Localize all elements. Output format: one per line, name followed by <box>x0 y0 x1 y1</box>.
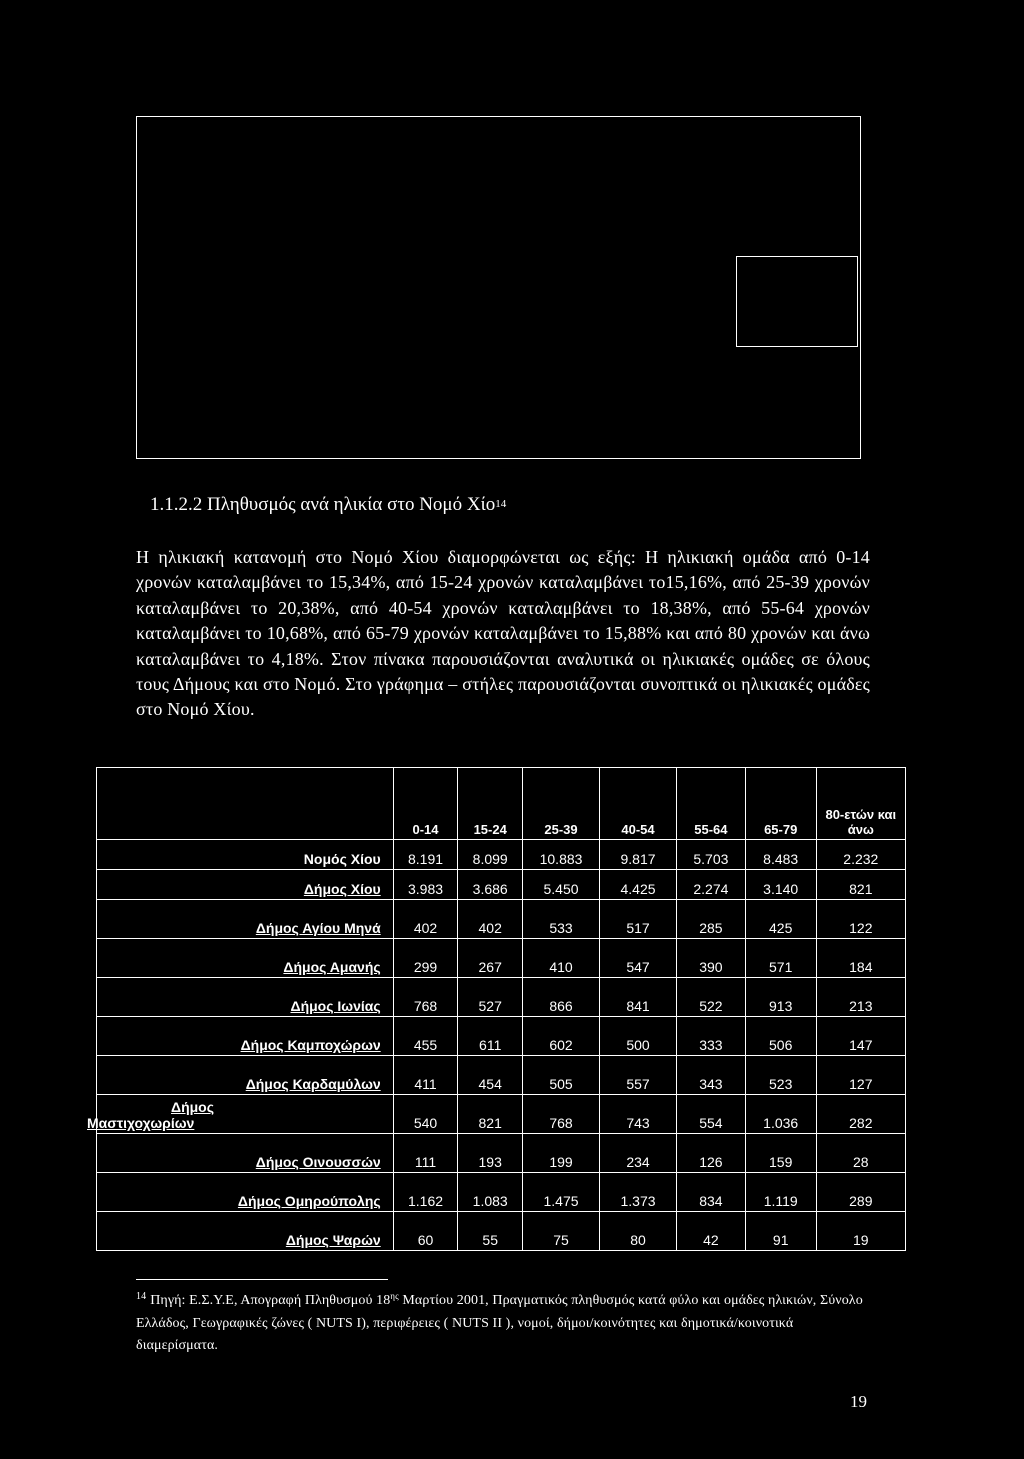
age-groups-table <box>87 767 906 1251</box>
footnote-text-b: Μαρτίου 2001, Πραγματικός πληθυσμός κατά φύλο και ομάδες ηλικιών, Σύνολο Ελλάδος, Γεωγραφικές ζώνες ( NUTS I), περιφέρειες ( NUTS II ), νομοί, δήμοι/κοινότητες και δημοτικά/κοινοτικά διαμερίσματα. <box>136 1293 863 1353</box>
table-cell: 184 <box>816 939 905 978</box>
row-name: Δήμος Καρδαμύλων <box>97 1056 394 1095</box>
table-cell: 126 <box>677 1134 746 1173</box>
table-cell: 8.099 <box>458 840 523 870</box>
table-cell: 10.883 <box>523 840 600 870</box>
table-cell: 111 <box>393 1134 458 1173</box>
table-cell: 333 <box>677 1017 746 1056</box>
table-cell: 5.703 <box>677 840 746 870</box>
table-cell: 866 <box>523 978 600 1017</box>
table-cell: 1.373 <box>600 1173 677 1212</box>
table-cell: 3.983 <box>393 870 458 900</box>
table-cell: 455 <box>393 1017 458 1056</box>
table-row <box>97 1173 906 1212</box>
table-cell: 557 <box>600 1056 677 1095</box>
table-cell: 343 <box>677 1056 746 1095</box>
table-cell: 3.686 <box>458 870 523 900</box>
table-cell: 199 <box>523 1134 600 1173</box>
table-cell: 547 <box>600 939 677 978</box>
table-cell: 410 <box>523 939 600 978</box>
table-cell: 122 <box>816 900 905 939</box>
row-name: Δήμος Χίου <box>97 870 394 900</box>
table-row <box>97 1056 906 1095</box>
page-number: 19 <box>850 1392 867 1411</box>
row-name: Δήμος Ομηρούπολης <box>97 1173 394 1212</box>
chart-legend-frame <box>736 256 858 347</box>
column-header: 15-24 <box>458 768 523 840</box>
row-name: Νομός Χίου <box>97 840 394 870</box>
table-cell: 821 <box>458 1095 523 1134</box>
table-cell: 571 <box>745 939 816 978</box>
row-name: Δήμος Αγίου Μηνά <box>97 900 394 939</box>
table-cell: 390 <box>677 939 746 978</box>
table-cell: 193 <box>458 1134 523 1173</box>
footnote-divider <box>136 1279 388 1280</box>
table-cell: 267 <box>458 939 523 978</box>
table-cell: 743 <box>600 1095 677 1134</box>
table-cell: 1.119 <box>745 1173 816 1212</box>
table-cell: 282 <box>816 1095 905 1134</box>
table-cell: 834 <box>677 1173 746 1212</box>
column-header: 25-39 <box>523 768 600 840</box>
row-name <box>87 1095 394 1134</box>
table-cell: 8.191 <box>393 840 458 870</box>
table-cell: 28 <box>816 1134 905 1173</box>
table-cell: 42 <box>677 1212 746 1251</box>
row-name: Δήμος Αμανής <box>97 939 394 978</box>
table-cell: 841 <box>600 978 677 1017</box>
table-cell: 234 <box>600 1134 677 1173</box>
table-cell: 554 <box>677 1095 746 1134</box>
section-title: Πληθυσμός ανά ηλικία στο Νομό Χίο <box>207 494 496 515</box>
table-cell: 3.140 <box>745 870 816 900</box>
table-row <box>97 1095 906 1134</box>
table-cell: 1.036 <box>745 1095 816 1134</box>
column-header: 65-79 <box>745 768 816 840</box>
table-cell: 533 <box>523 900 600 939</box>
row-name: Δήμος Καμποχώρων <box>97 1017 394 1056</box>
section-number: 1.1.2.2 <box>150 494 203 515</box>
table-cell: 523 <box>745 1056 816 1095</box>
table-cell: 527 <box>458 978 523 1017</box>
table-cell: 1.475 <box>523 1173 600 1212</box>
table-cell: 505 <box>523 1056 600 1095</box>
row-name: Δήμος Ιωνίας <box>97 978 394 1017</box>
table-cell: 213 <box>816 978 905 1017</box>
column-header: 55-64 <box>677 768 746 840</box>
table-cell: 454 <box>458 1056 523 1095</box>
row-name-line1: Δήμος <box>171 1099 215 1115</box>
column-header: 40-54 <box>600 768 677 840</box>
table-cell: 517 <box>600 900 677 939</box>
table-cell: 540 <box>393 1095 458 1134</box>
row-name: Δήμος Οινουσσών <box>97 1134 394 1173</box>
table-cell: 9.817 <box>600 840 677 870</box>
table-row <box>97 978 906 1017</box>
footnote-superscript: ης <box>390 1291 399 1301</box>
footnote-text-a: Πηγή: Ε.Σ.Υ.Ε, Απογραφή Πληθυσμού 18 <box>150 1293 391 1308</box>
table-cell: 91 <box>745 1212 816 1251</box>
table-header-row <box>97 768 906 840</box>
row-name: Δήμος Ψαρών <box>97 1212 394 1251</box>
table-cell: 55 <box>458 1212 523 1251</box>
footnote <box>136 1290 876 1357</box>
table-cell: 913 <box>745 978 816 1017</box>
table-row <box>97 870 906 900</box>
table-cell: 411 <box>393 1056 458 1095</box>
table-row <box>97 840 906 870</box>
table-row <box>97 1017 906 1056</box>
table-cell: 768 <box>393 978 458 1017</box>
table-cell: 500 <box>600 1017 677 1056</box>
table-cell: 2.274 <box>677 870 746 900</box>
table-cell: 1.162 <box>393 1173 458 1212</box>
section-heading <box>150 494 506 516</box>
table-cell: 299 <box>393 939 458 978</box>
table-row <box>97 939 906 978</box>
table-cell: 506 <box>745 1017 816 1056</box>
table-cell: 522 <box>677 978 746 1017</box>
table-cell: 127 <box>816 1056 905 1095</box>
table-row <box>97 1212 906 1251</box>
table-cell: 402 <box>458 900 523 939</box>
table-cell: 159 <box>745 1134 816 1173</box>
table-cell: 147 <box>816 1017 905 1056</box>
table-cell: 80 <box>600 1212 677 1251</box>
row-name-line2: Μαστιχοχωρίων <box>87 1115 195 1131</box>
table-cell: 8.483 <box>745 840 816 870</box>
table-cell: 611 <box>458 1017 523 1056</box>
table-cell: 602 <box>523 1017 600 1056</box>
table-cell: 289 <box>816 1173 905 1212</box>
table-cell: 2.232 <box>816 840 905 870</box>
table-cell: 60 <box>393 1212 458 1251</box>
table-cell: 425 <box>745 900 816 939</box>
table-cell: 821 <box>816 870 905 900</box>
body-paragraph <box>136 545 870 723</box>
footnote-number: 14 <box>136 1291 147 1302</box>
table-cell: 285 <box>677 900 746 939</box>
column-header: 0-14 <box>393 768 458 840</box>
paragraph-text: Η ηλικιακή κατανομή στο Νομό Χίου διαμορφώνεται ως εξής: Η ηλικιακή ομάδα από 0-14 χρονών καταλαμβάνει το 15,34%, από 15-24 χρονών καταλαμβάνει το15,16%, από 25-39 χρονών καταλαμβάνει το 20,38%, από 40-54 χρονών καταλαμβάνει το 18,38%, από 55-64 χρονών καταλαμβάνει το 10,68%, από 65-79 χρονών καταλαμβάνει το 15,88% και από 80 χρονών και άνω καταλαμβάνει το 4,18%. Στον πίνακα παρουσιάζονται αναλυτικά οι ηλικιακές ομάδες σε όλους τους Δήμους και στο Νομό. Στο γράφημα – στήλες παρουσιάζονται συνοπτικά οι ηλικιακές ομάδες στο Νομό Χίου. <box>136 547 870 720</box>
table-cell: 402 <box>393 900 458 939</box>
table-cell: 4.425 <box>600 870 677 900</box>
table-row <box>97 900 906 939</box>
footnote-ref: 14 <box>495 498 507 510</box>
table-cell: 1.083 <box>458 1173 523 1212</box>
table-cell: 768 <box>523 1095 600 1134</box>
table-row <box>97 1134 906 1173</box>
table-cell: 5.450 <box>523 870 600 900</box>
table-cell: 75 <box>523 1212 600 1251</box>
column-header: 80-ετών και άνω <box>816 768 905 840</box>
table-corner-cell <box>97 768 394 840</box>
table-cell: 19 <box>816 1212 905 1251</box>
